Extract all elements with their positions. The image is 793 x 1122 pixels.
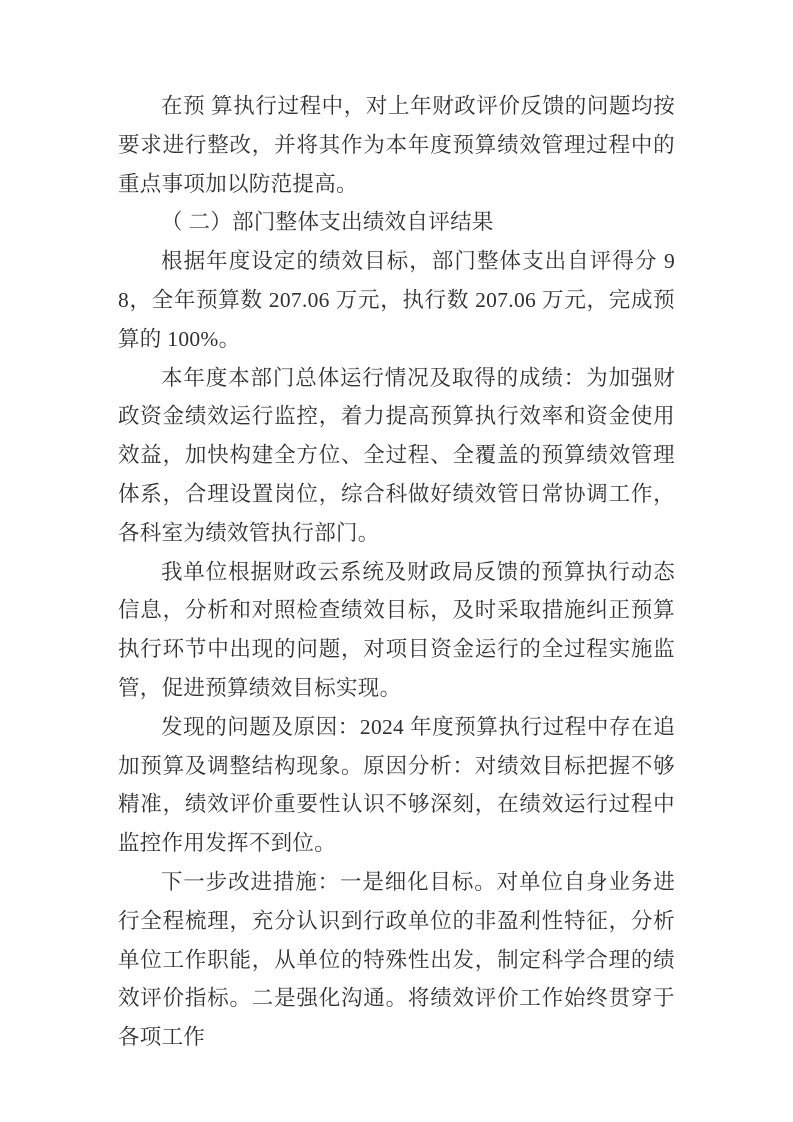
section-heading-self-evaluation-result: （ 二）部门整体支出绩效自评结果 bbox=[161, 210, 494, 235]
paragraph-problems-and-causes: 发现的问题及原因：2024 年度预算执行过程中存在追加预算及调整结构现象。原因分析：对绩效目标把握不够精准，绩效评价重要性认识不够深刻，在绩效运行过程中监控作用发挥不到位。 bbox=[118, 714, 675, 856]
document-body bbox=[118, 87, 675, 1057]
paragraph-self-evaluation-score: 根据年度设定的绩效目标，部门整体支出自评得分 98，全年预算数 207.06 万元，执行数 207.06 万元，完成预算的 100%。 bbox=[118, 249, 675, 351]
paragraph-rectification-continuation: 在预 算执行过程中，对上年财政评价反馈的问题均按要求进行整改，并将其作为本年度预算绩效管理过程中的重点事项加以防范提高。 bbox=[118, 94, 675, 196]
paragraph-fiscal-cloud-monitoring: 我单位根据财政云系统及财政局反馈的预算执行动态信息，分析和对照检查绩效目标，及时采取措施纠正预算执行环节中出现的问题，对项目资金运行的全过程实施监管，促进预算绩效目标实现。 bbox=[118, 559, 675, 700]
paragraph-annual-operation-achievements: 本年度本部门总体运行情况及取得的成绩：为加强财政资金绩效运行监控，着力提高预算执行效率和资金使用效益，加快构建全方位、全过程、全覆盖的预算绩效管理体系，合理设置岗位，综合科做好绩效管日常协调工作，各科室为绩效管执行部门。 bbox=[118, 365, 675, 545]
paragraph-improvement-measures: 下一步改进措施：一是细化目标。对单位自身业务进行全程梳理，充分认识到行政单位的非盈利性特征，分析单位工作职能，从单位的特殊性出发，制定科学合理的绩效评价指标。二是强化沟通。将绩效评价工作始终贯穿于各项工作 bbox=[118, 869, 675, 1050]
